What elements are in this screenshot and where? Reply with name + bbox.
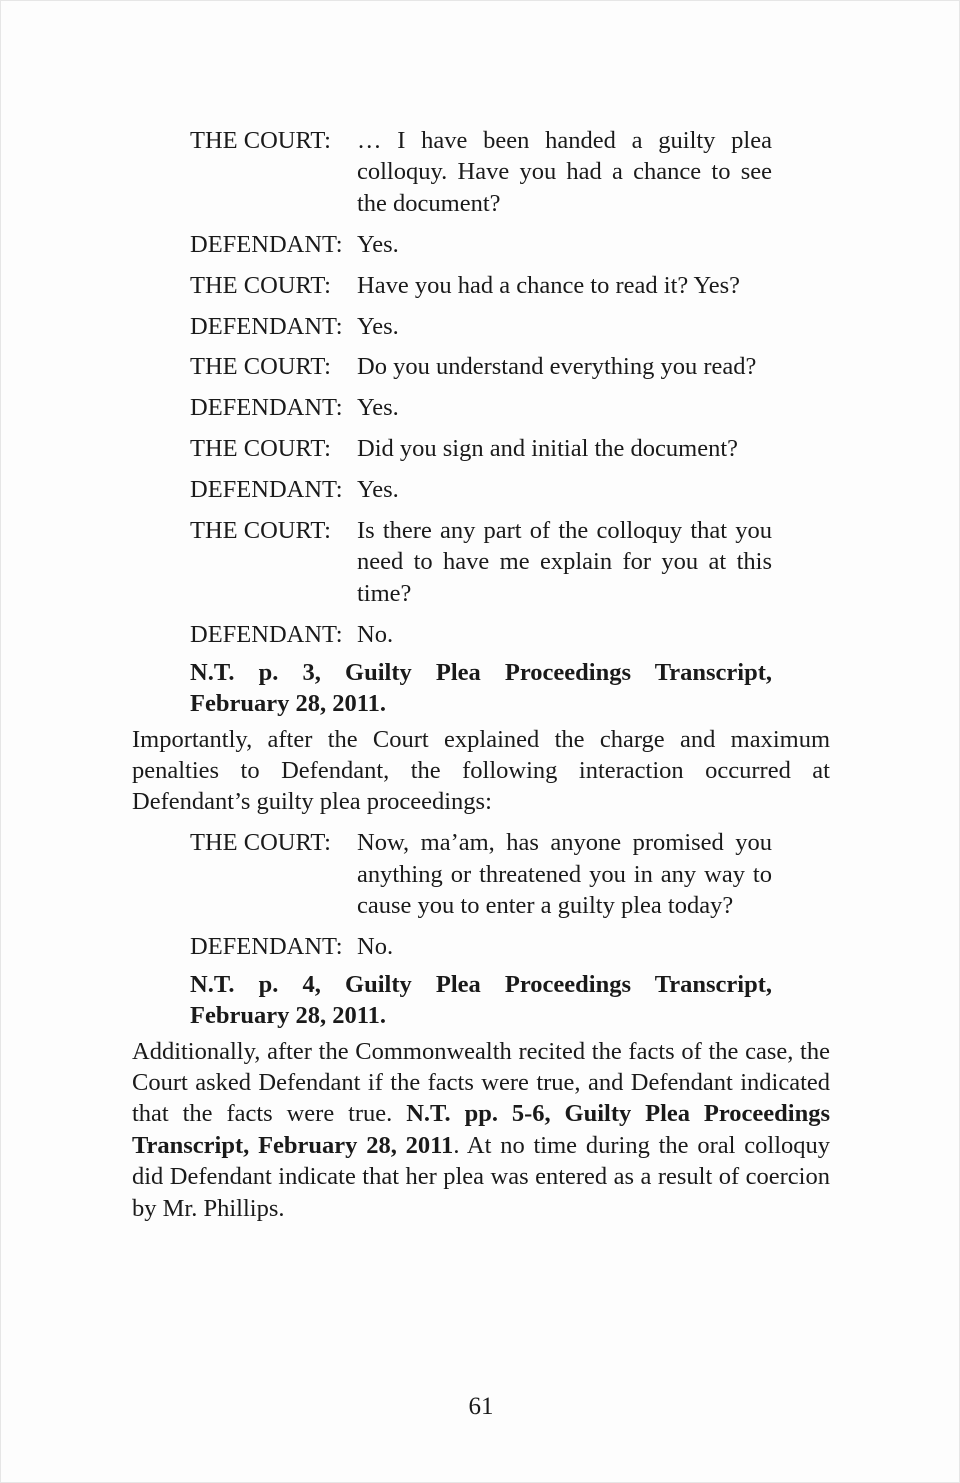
speaker-label: DEFENDANT: — [190, 932, 343, 960]
speaker-label: THE COURT: — [190, 353, 331, 381]
transcript-turn — [190, 931, 772, 962]
speech-text: Yes. — [357, 230, 399, 258]
body-paragraph-2 — [132, 1036, 830, 1224]
transcript-turn — [190, 433, 772, 464]
speaker-label: DEFENDANT: — [190, 476, 343, 504]
speaker-label: THE COURT: — [190, 271, 331, 299]
speaker-label: DEFENDANT: — [190, 620, 343, 648]
transcript-turn — [190, 125, 772, 219]
inline-citation: N.T. pp. 5-6, Guilty Plea Proceedings Transcript, February 28, 2011 — [132, 1100, 831, 1159]
speech-text: Have you had a chance to read it? Yes? — [357, 271, 741, 299]
transcript-turn — [190, 619, 772, 650]
transcript-citation-2 — [190, 969, 772, 1032]
page-body — [132, 125, 830, 1234]
transcript-excerpt-2 — [190, 827, 772, 962]
speech-text: No. — [357, 620, 394, 648]
speaker-label: THE COURT: — [190, 435, 331, 463]
transcript-turn — [190, 392, 772, 423]
speech-text: No. — [357, 932, 394, 960]
speaker-label: THE COURT: — [190, 829, 331, 857]
speaker-label: THE COURT: — [190, 127, 331, 154]
speaker-label: DEFENDANT: — [190, 230, 343, 258]
speech-text: Yes. — [357, 312, 399, 340]
speech-text: Is there any part of the colloquy that you need to have me explain for you at this time? — [357, 517, 772, 607]
transcript-turn — [190, 311, 772, 342]
transcript-turn — [190, 515, 772, 609]
citation-line: N.T. p. 4, Guilty Plea Proceedings Transcript, — [190, 970, 772, 998]
paragraph-tail: . At no time during the oral colloquy did Defendant indicate that her plea was entered as a result of coercion by Mr. Phillips. — [132, 1131, 830, 1222]
transcript-excerpt-1 — [190, 125, 772, 650]
speech-text: Now, ma’am, has anyone promised you anything or threatened you in any way to cause you to enter a guilty plea today? — [357, 829, 772, 920]
body-paragraph-1: Importantly, after the Court explained the charge and maximum penalties to Defendant, the following interaction occurred at Defendant’s guilty plea proceedings: — [132, 725, 830, 816]
speech-text: Yes. — [357, 476, 399, 504]
speech-text: Did you sign and initial the document? — [357, 435, 739, 463]
speaker-label: DEFENDANT: — [190, 312, 343, 340]
citation-date: February 28, 2011. — [190, 1002, 386, 1030]
speaker-label: DEFENDANT: — [190, 394, 343, 422]
speech-text: Do you understand everything you read? — [357, 353, 757, 381]
transcript-turn — [190, 351, 772, 382]
speech-text: Yes. — [357, 394, 399, 422]
transcript-turn — [190, 474, 772, 505]
citation-date: February 28, 2011. — [190, 690, 386, 718]
speech-text: … I have been handed a guilty plea colloquy. Have you had a chance to see the document? — [357, 127, 772, 217]
paragraph-lead: Additionally, after the Commonwealth recited the facts of the case, the Court asked Defendant if the facts were true, and Defendant indicated that the facts were true. — [132, 1037, 830, 1128]
transcript-turn — [190, 270, 772, 301]
page-number: 61 — [468, 1393, 494, 1420]
transcript-citation-1 — [190, 657, 772, 720]
speaker-label: THE COURT: — [190, 517, 331, 545]
citation-line: N.T. p. 3, Guilty Plea Proceedings Transcript, — [190, 658, 772, 686]
transcript-turn — [190, 827, 772, 921]
transcript-turn — [190, 229, 772, 260]
